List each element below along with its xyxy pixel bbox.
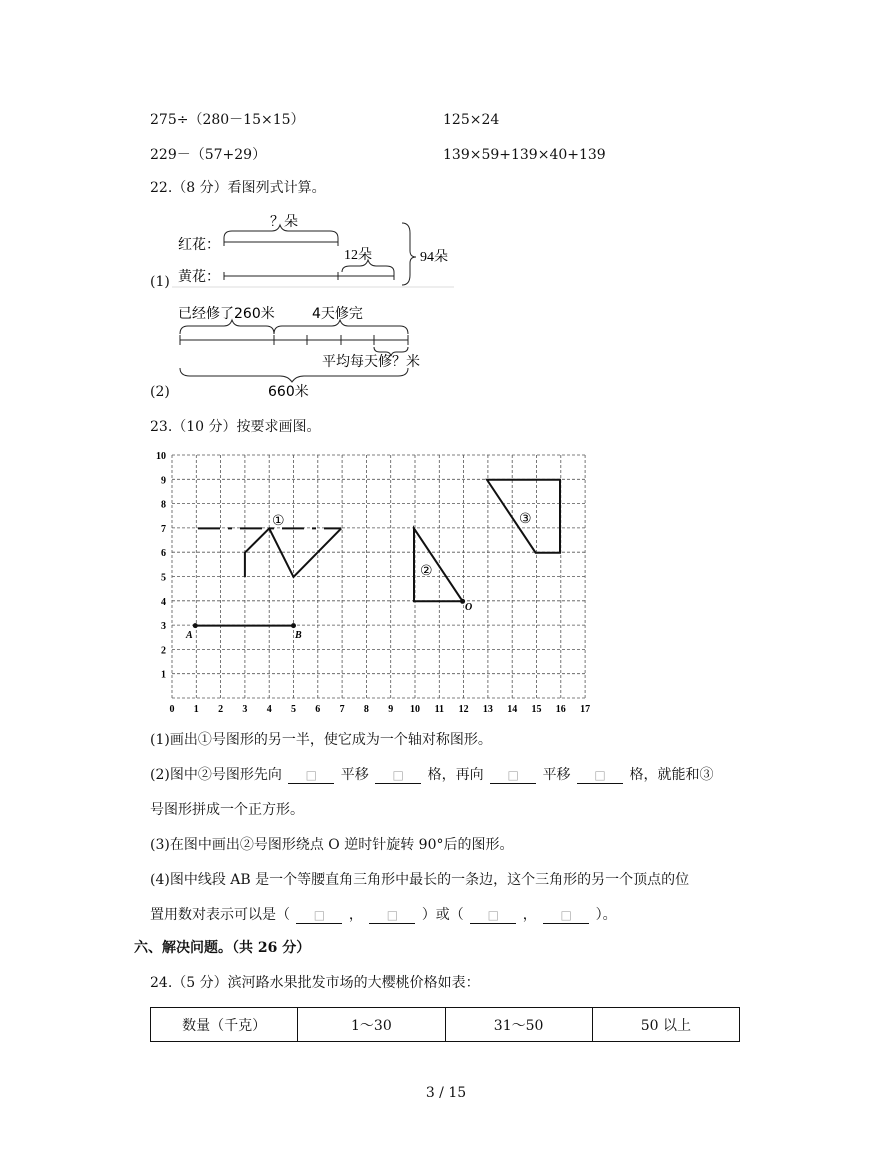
x-tick-label: 17 <box>580 704 591 715</box>
q22-figure-2 <box>172 298 434 402</box>
table-row <box>151 1008 740 1042</box>
y-axis-labels <box>156 451 166 681</box>
x-tick-label: 1 <box>193 704 199 715</box>
q23-part-2-a: (2)图中②号图形先向 <box>150 767 282 783</box>
answer-blank[interactable]: □ <box>375 767 421 784</box>
x-tick-label: 6 <box>315 704 321 715</box>
table-header-cell: 1～30 <box>298 1008 445 1042</box>
x-axis-labels <box>170 704 591 715</box>
point-b-dot <box>291 623 296 628</box>
q23-grid-figure <box>150 446 600 720</box>
q23-part-4-a: 置用数对表示可以是（ <box>150 907 290 923</box>
diff-label: 12朵 <box>344 248 372 263</box>
section-6-title: 六、解决问题。（共 26 分） <box>134 940 311 956</box>
y-tick-label: 8 <box>161 499 166 511</box>
q23-part-2-c: 格，再向 <box>427 767 484 783</box>
q23-part-2-b: 平移 <box>340 767 369 783</box>
y-tick-label: 6 <box>161 548 166 560</box>
q23-title: 23.（10 分）按要求画图。 <box>150 419 321 435</box>
page-number: 3 / 15 <box>425 1085 467 1101</box>
end-text: ）。 <box>595 907 617 923</box>
x-tick-label: 7 <box>339 704 345 715</box>
comma: ， <box>348 907 363 923</box>
x-tick-label: 14 <box>507 704 518 715</box>
x-tick-label: 12 <box>458 704 469 715</box>
answer-blank[interactable]: □ <box>543 907 589 924</box>
red-flower-label: 红花： <box>178 237 220 253</box>
x-tick-label: 10 <box>410 704 420 715</box>
q23-part-2-line-2: 号图形拼成一个正方形。 <box>150 802 304 818</box>
y-tick-label: 10 <box>156 451 166 462</box>
total-road-label: 660米 <box>268 384 309 400</box>
cherry-price-table <box>150 1007 740 1042</box>
q23-part-2-e: 格，就能和③ <box>629 767 714 783</box>
q23-part-4-line-1: (4)图中线段 AB 是一个等腰直角三角形中最长的一条边，这个三角形的另一个顶点的位 <box>150 872 690 888</box>
q23-part-2-d: 平移 <box>542 767 571 783</box>
y-tick-label: 4 <box>161 596 166 608</box>
x-tick-label: 4 <box>266 704 272 715</box>
x-tick-label: 2 <box>218 704 224 715</box>
point-o-label: O <box>465 602 473 613</box>
x-tick-label: 0 <box>169 704 175 715</box>
q23-part-3: (3)在图中画出②号图形绕点 O 逆时针旋转 90°后的图形。 <box>150 837 514 853</box>
y-tick-label: 7 <box>161 523 166 535</box>
avg-label: 平均每天修？米 <box>322 354 420 370</box>
table-header-cell: 50 以上 <box>592 1008 739 1042</box>
y-tick-label: 5 <box>161 572 166 584</box>
x-tick-label: 3 <box>242 704 248 715</box>
grid-lines <box>172 455 585 698</box>
x-tick-label: 8 <box>363 704 369 715</box>
q22-figure-1 <box>172 205 457 290</box>
x-tick-label: 9 <box>388 704 394 715</box>
done-label: 已经修了260米 <box>178 306 275 322</box>
y-tick-label: 1 <box>161 669 166 681</box>
q23-part-2 <box>150 765 713 785</box>
yellow-flower-label: 黄花： <box>178 269 220 285</box>
shape-1-outline <box>245 528 341 577</box>
q22-title: 22.（8 分）看图列式计算。 <box>150 180 326 196</box>
comma: ， <box>522 907 537 923</box>
answer-blank[interactable]: □ <box>490 767 536 784</box>
answer-blank[interactable]: □ <box>577 767 623 784</box>
point-b-label: B <box>295 630 302 641</box>
q22-fig2-marker: (2) <box>150 384 170 400</box>
total-flowers-label: 94朵 <box>420 250 448 265</box>
q22-fig1-marker: (1) <box>150 274 170 290</box>
x-tick-label: 11 <box>434 704 445 715</box>
q-label: ？朵 <box>270 215 298 230</box>
x-tick-label: 13 <box>482 704 493 715</box>
calc-expression-3: 229－（57+29） <box>150 147 267 163</box>
shape-2-label: ② <box>420 563 433 579</box>
y-tick-label: 3 <box>161 621 166 633</box>
calc-expression-2: 125×24 <box>443 112 500 128</box>
answer-blank[interactable]: □ <box>369 907 415 924</box>
point-a-dot <box>193 623 198 628</box>
y-tick-label: 2 <box>161 645 166 657</box>
q23-part-1: (1)画出①号图形的另一半，使它成为一个轴对称图形。 <box>150 732 492 748</box>
calc-expression-4: 139×59+139×40+139 <box>443 147 606 163</box>
table-header-cell: 数量（千克） <box>151 1008 298 1042</box>
q23-part-4-line-2 <box>150 905 617 925</box>
x-tick-label: 5 <box>291 704 296 715</box>
x-tick-label: 16 <box>555 704 566 715</box>
or-text: ）或（ <box>421 907 464 923</box>
shape-1-label: ① <box>272 513 285 529</box>
shape-3-label: ③ <box>519 511 532 527</box>
q24-title: 24.（5 分）滨河路水果批发市场的大樱桃价格如表： <box>150 975 480 991</box>
point-a-label: A <box>186 630 193 641</box>
calc-expression-1: 275÷（280－15×15） <box>150 112 305 128</box>
x-tick-label: 15 <box>531 704 542 715</box>
answer-blank[interactable]: □ <box>470 907 516 924</box>
y-tick-label: 9 <box>161 475 166 487</box>
table-header-cell: 31～50 <box>445 1008 592 1042</box>
answer-blank[interactable]: □ <box>288 767 334 784</box>
days-label: 4天修完 <box>312 306 363 322</box>
answer-blank[interactable]: □ <box>296 907 342 924</box>
